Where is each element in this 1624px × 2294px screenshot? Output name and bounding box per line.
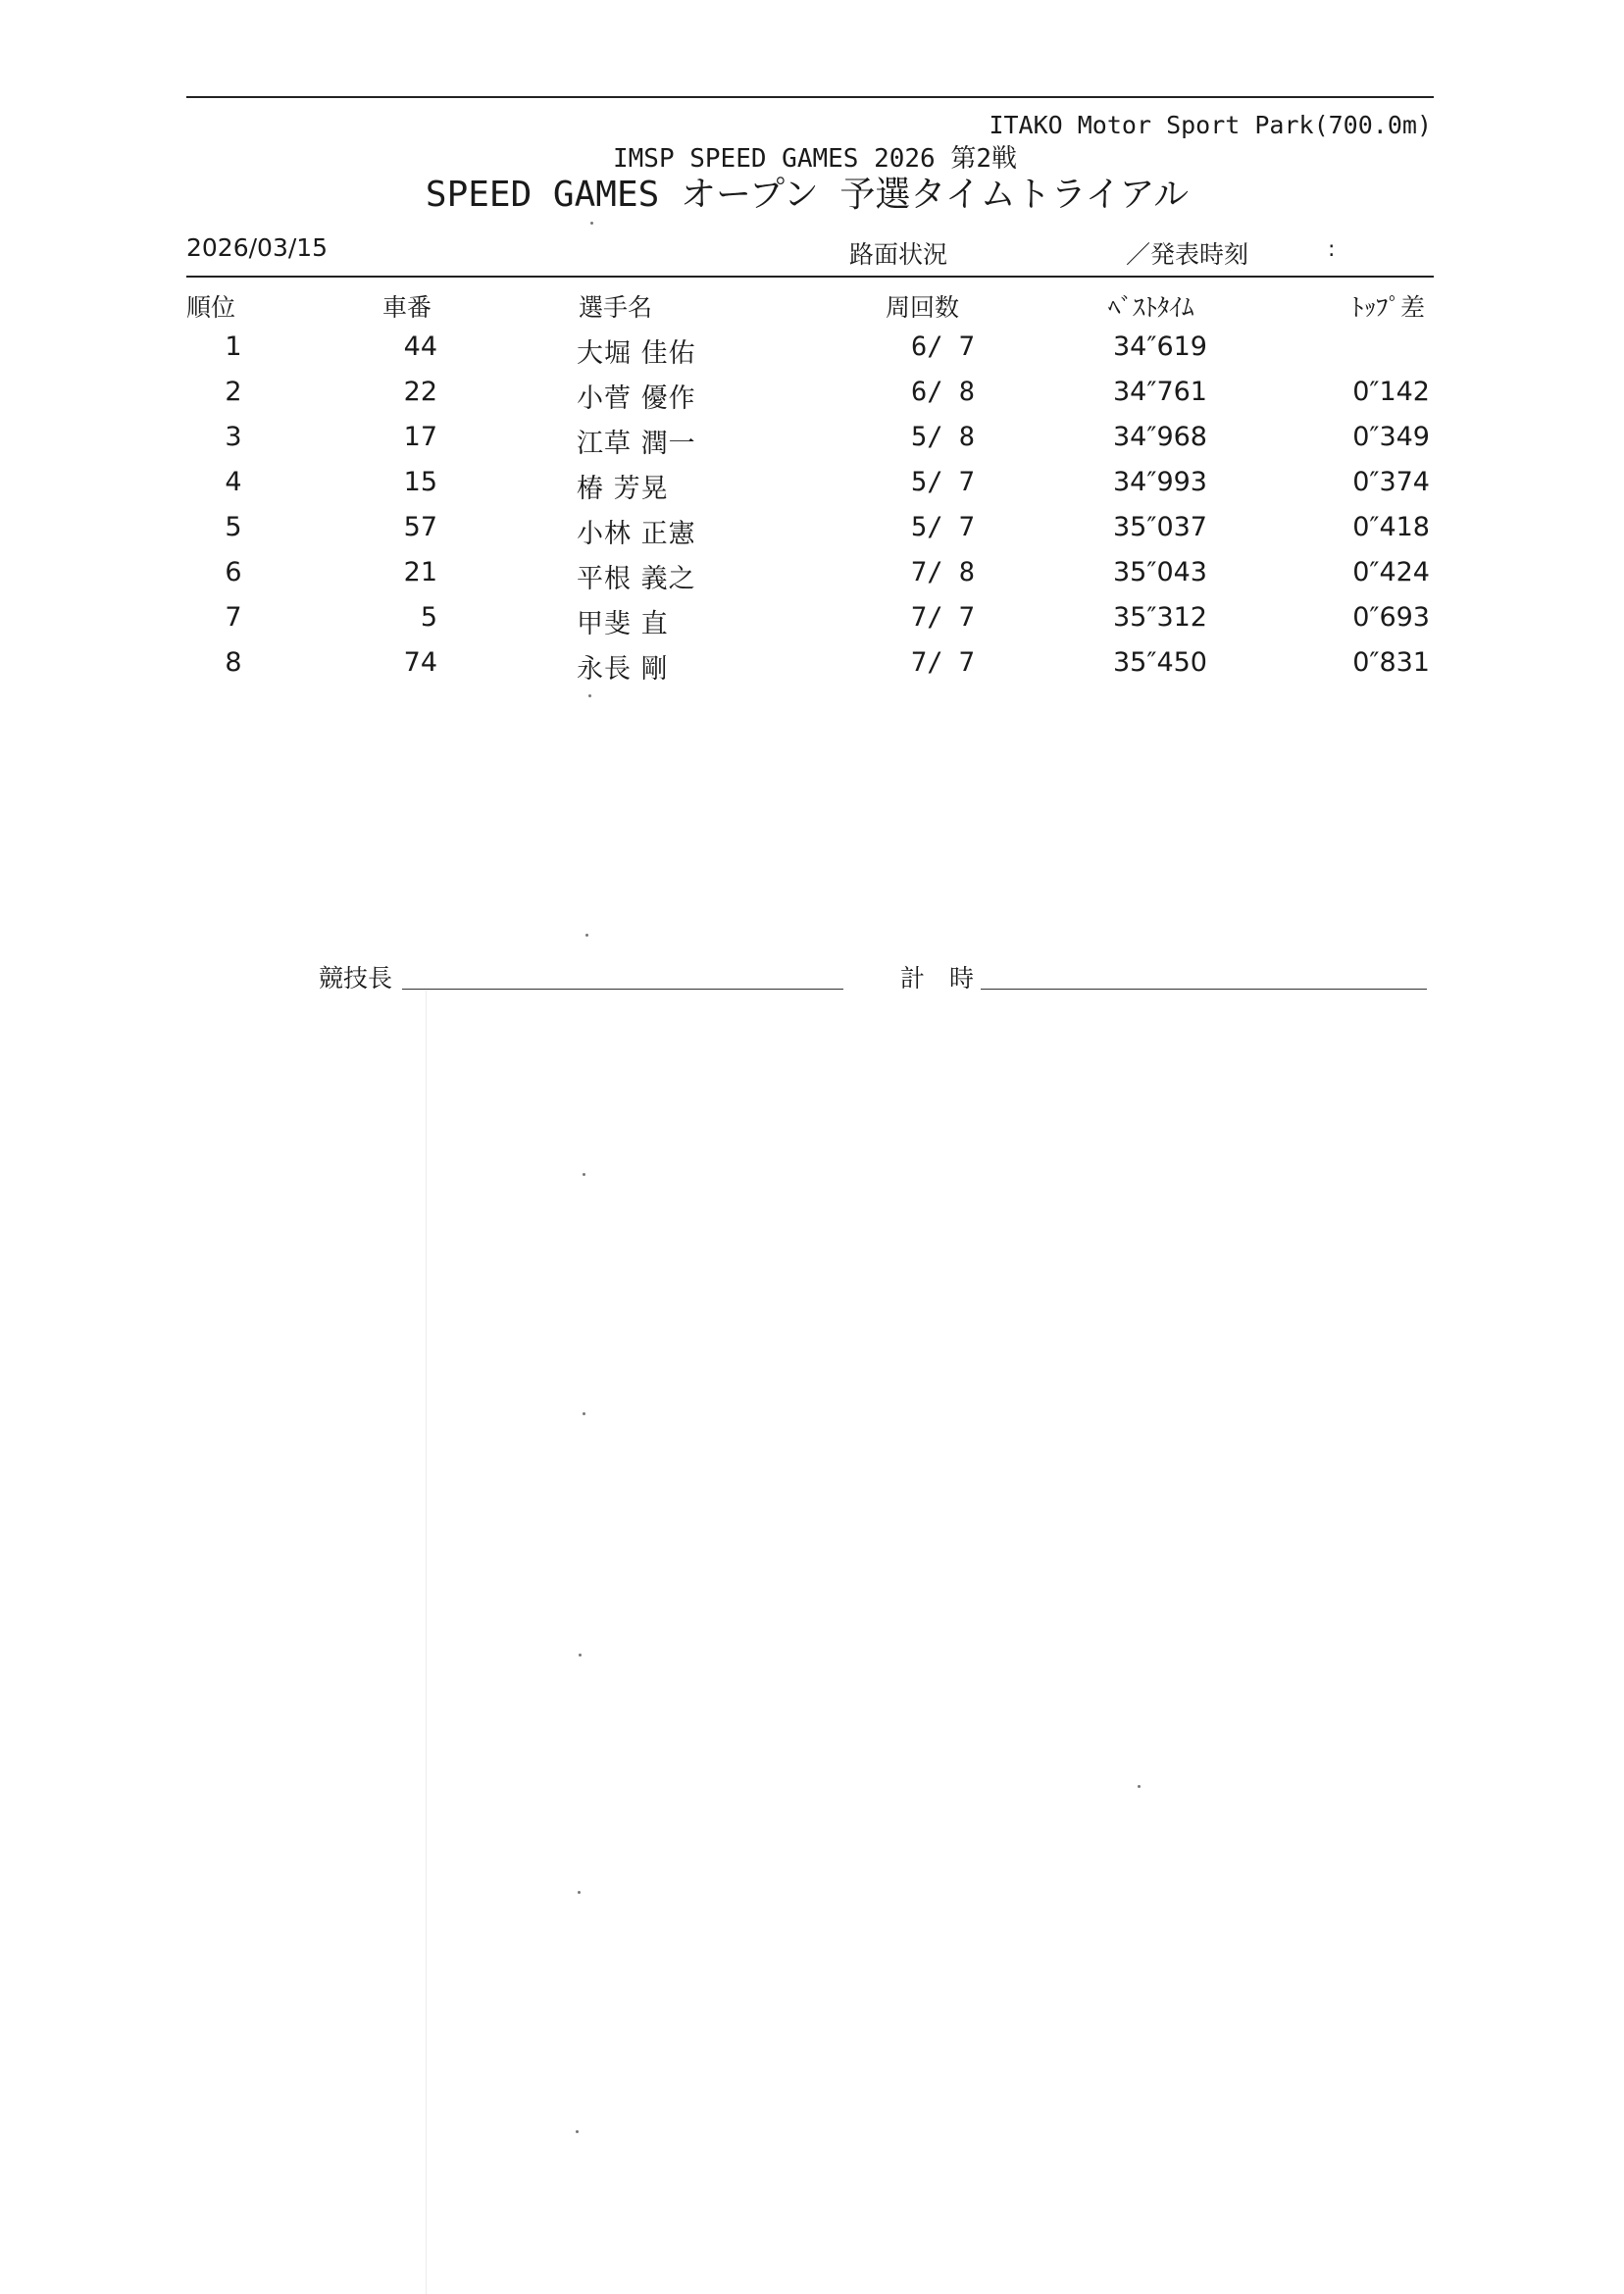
table-row: [0, 331, 1624, 377]
event-date: 2026/03/15: [186, 233, 329, 262]
event-name: IMSP SPEED GAMES 2026 第2戦: [612, 144, 1018, 174]
timekeeper-label: 計 時: [900, 964, 975, 993]
column-header-position: 順位: [186, 293, 236, 322]
row-laps: 5/ 7: [910, 512, 975, 542]
row-car-no: 57: [403, 512, 437, 542]
table-row: [0, 377, 1624, 422]
row-car-no: 22: [403, 377, 437, 407]
row-best-time: 34″619: [1113, 331, 1207, 362]
row-gap: 0″418: [1352, 512, 1430, 542]
scan-speck: [583, 1173, 585, 1176]
row-gap: 0″349: [1352, 422, 1430, 452]
row-laps: 6/ 7: [910, 331, 975, 362]
scan-speck: [579, 1654, 582, 1657]
table-row: [0, 467, 1624, 512]
column-header-driver: 選手名: [579, 293, 653, 322]
row-driver: 小林 正憲: [577, 519, 696, 549]
venue-name: ITAKO Motor Sport Park(700.0m): [989, 111, 1432, 139]
table-row: [0, 647, 1624, 692]
row-driver: 小菅 優作: [577, 383, 696, 414]
row-position: 4: [225, 467, 242, 497]
column-header-gap: ﾄｯﾌﾟ差: [1351, 293, 1426, 322]
row-laps: 7/ 7: [910, 602, 975, 633]
row-position: 1: [225, 331, 242, 362]
row-laps: 5/ 7: [910, 467, 975, 497]
row-position: 7: [225, 602, 242, 633]
scan-speck: [583, 1412, 585, 1415]
row-gap: 0″142: [1352, 377, 1430, 407]
column-header-laps: 周回数: [886, 293, 960, 322]
row-laps: 7/ 7: [910, 647, 975, 678]
row-laps: 6/ 8: [910, 377, 975, 407]
row-best-time: 35″037: [1113, 512, 1207, 542]
row-gap: 0″424: [1352, 557, 1430, 587]
row-position: 8: [225, 647, 242, 678]
row-car-no: 74: [403, 647, 437, 678]
scan-speck: [590, 222, 593, 225]
scan-speck: [585, 934, 588, 937]
row-driver: 甲斐 直: [577, 609, 669, 639]
row-best-time: 35″043: [1113, 557, 1207, 587]
row-laps: 7/ 8: [910, 557, 975, 587]
scan-speck: [1138, 1785, 1141, 1788]
timekeeper-signature-line: [981, 989, 1427, 990]
row-position: 2: [225, 377, 242, 407]
row-gap: 0″374: [1352, 467, 1430, 497]
row-position: 6: [225, 557, 242, 587]
row-best-time: 34″993: [1113, 467, 1207, 497]
row-best-time: 34″761: [1113, 377, 1207, 407]
row-driver: 永長 剛: [577, 654, 669, 685]
row-best-time: 35″450: [1113, 647, 1207, 678]
row-car-no: 5: [420, 602, 437, 633]
column-header-car-no: 車番: [382, 293, 432, 322]
row-best-time: 35″312: [1113, 602, 1207, 633]
row-gap: 0″693: [1352, 602, 1430, 633]
page-title: SPEED GAMES オープン 予選タイムトライアル: [425, 175, 1190, 215]
table-row: [0, 557, 1624, 602]
table-row: [0, 512, 1624, 557]
scan-crease: [426, 991, 427, 2294]
row-position: 5: [225, 512, 242, 542]
header-bottom-rule: [186, 276, 1434, 278]
row-best-time: 34″968: [1113, 422, 1207, 452]
column-header-best-time: ﾍﾞｽﾄﾀｲﾑ: [1108, 293, 1194, 322]
road-condition-label: 路面状況: [849, 240, 948, 269]
header-top-rule: [186, 96, 1434, 98]
row-driver: 椿 芳晃: [577, 474, 669, 504]
table-row: [0, 602, 1624, 647]
row-position: 3: [225, 422, 242, 452]
row-driver: 大堀 佳佑: [577, 338, 696, 369]
scan-speck: [588, 694, 591, 697]
row-driver: 平根 義之: [577, 564, 696, 594]
announcement-time-colon: :: [1328, 237, 1336, 262]
row-driver: 江草 潤一: [577, 429, 696, 459]
row-laps: 5/ 8: [910, 422, 975, 452]
row-car-no: 15: [403, 467, 437, 497]
scan-speck: [578, 1891, 581, 1894]
scan-speck: [576, 2130, 579, 2133]
row-car-no: 44: [403, 331, 437, 362]
announcement-time-label: ／発表時刻: [1126, 240, 1249, 269]
row-gap: 0″831: [1352, 647, 1430, 678]
race-director-label: 競技長: [319, 964, 393, 993]
race-director-signature-line: [402, 989, 843, 990]
table-row: [0, 422, 1624, 467]
row-car-no: 21: [403, 557, 437, 587]
row-car-no: 17: [403, 422, 437, 452]
